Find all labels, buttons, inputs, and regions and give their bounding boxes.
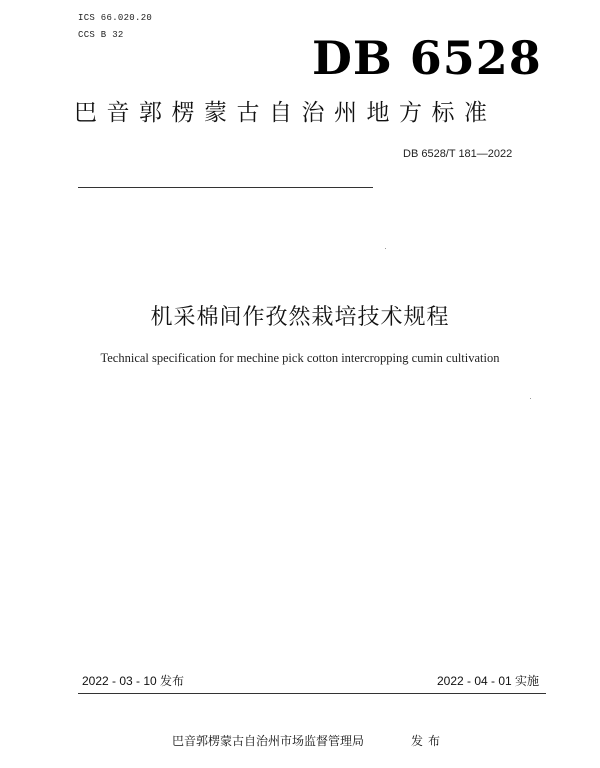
ics-code: ICS 66.020.20 xyxy=(78,13,153,23)
implementation-date: 2022 - 04 - 01 实施 xyxy=(437,674,540,688)
scan-speck xyxy=(385,248,386,249)
standard-number: DB 6528/T 181—2022 xyxy=(403,148,513,160)
issuer-title: 巴音郭楞蒙古自治州地方标准 xyxy=(74,100,497,126)
issue-date: 2022 - 03 - 10 发布 xyxy=(82,674,185,688)
document-title-english: Technical specification for mechine pick cotton intercropping cumin cultivation xyxy=(100,351,500,365)
issuing-authority: 巴音郭楞蒙古自治州市场监督管理局 xyxy=(172,734,365,748)
db-logo: DB 6528 xyxy=(312,31,542,85)
top-divider xyxy=(78,187,373,188)
document-title: 机采棉间作孜然栽培技术规程 xyxy=(150,305,450,330)
ccs-code: CCS B 32 xyxy=(78,30,124,40)
issue-verb: 发布 xyxy=(411,734,446,748)
bottom-divider xyxy=(78,693,546,694)
scan-speck xyxy=(530,398,531,399)
